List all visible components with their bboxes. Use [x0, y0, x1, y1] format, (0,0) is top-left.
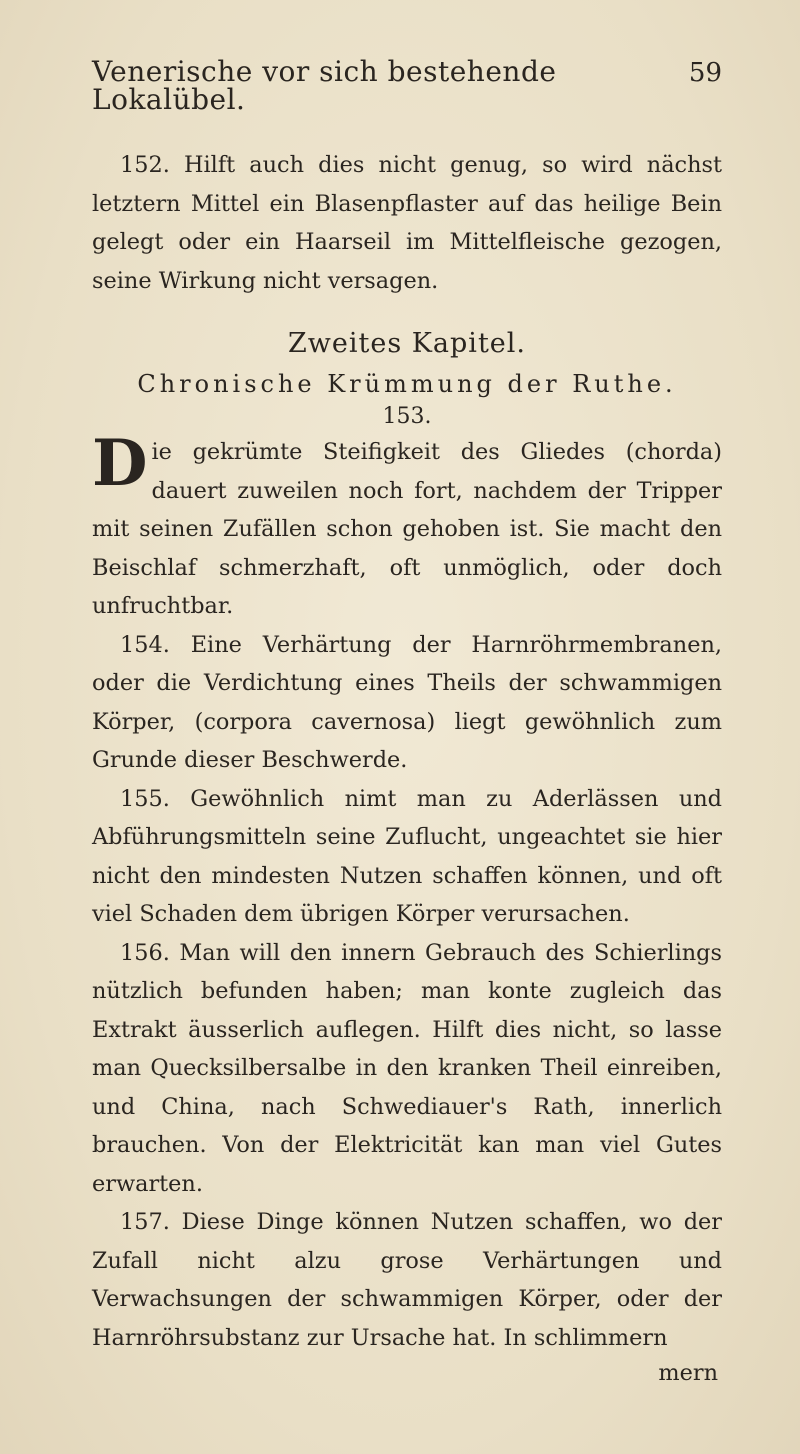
paragraph-157: [92, 1203, 722, 1357]
running-head-title: Venerische vor sich bestehende Lokalübel.: [92, 55, 557, 116]
running-head: [92, 55, 722, 116]
paragraph-number: 152.: [120, 152, 170, 178]
paragraph-152: [92, 146, 722, 300]
paragraph-156: [92, 934, 722, 1204]
paragraph-154: [92, 626, 722, 780]
page-number: 59: [688, 58, 722, 88]
chapter-subtitle: Chronische Krümmung der Ruthe.: [137, 370, 677, 399]
paragraph-number: 154.: [120, 631, 170, 658]
catchword: mern: [658, 1360, 718, 1387]
section-number-153: 153.: [382, 404, 432, 430]
paragraph-text: Diese Dinge können Nutzen schaffen, wo der Zufall nicht alzu grose Verhärtungen und Verwachsungen der schwammigen Körper, oder der Harnröhrsubstanz zur Ursache hat. In schlimmern: [92, 1209, 722, 1351]
paragraph-number: 155.: [120, 785, 170, 812]
paragraph-number: 156.: [120, 939, 170, 966]
paragraph-number: 157.: [120, 1209, 170, 1236]
paragraph-text: Eine Verhärtung der Harnröhrmembranen, oder die Verdichtung eines Theils der schwammigen Körper, (corpora cavernosa) liegt gewöhnlich zum Grunde dieser Beschwerde.: [92, 631, 722, 774]
paragraph-text: Hilft auch dies nicht genug, so wird nächst letztern Mittel ein Blasenpflaster auf das heilige Bein gelegt oder ein Haarseil im Mittelfleische gezogen, seine Wirkung nicht versagen.: [92, 152, 722, 294]
paragraph-155: [92, 780, 722, 934]
drop-cap: D: [92, 426, 148, 502]
paragraph-text: Gewöhnlich nimt man zu Aderlässen und Abführungsmitteln seine Zuflucht, ungeachtet sie hier nicht den mindesten Nutzen schaffen können, und oft viel Schaden dem übrigen Körper verursachen.: [92, 785, 722, 928]
chapter-title: Zweites Kapitel.: [288, 328, 526, 359]
paragraph-text: ie gekrümte Steifigkeit des Gliedes (chorda) dauert zuweilen noch fort, nachdem der Tripper mit seinen Zufällen schon gehoben ist. Sie macht den Beischlaf schmerzhaft, oft unmöglich, oder doch unfruchtbar.: [92, 439, 722, 620]
paragraph-text: Man will den innern Gebrauch des Schierlings nützlich befunden haben; man konte zugleich das Extrakt äusserlich auflegen. Hilft dies nicht, so lasse man Quecksilbersalbe in den kranken Theil einreiben, und China, nach Schwediauer's Rath, innerlich brauchen. Von der Elektricität kan man viel Gutes erwarten.: [92, 939, 722, 1197]
paragraph-153: [92, 426, 722, 626]
